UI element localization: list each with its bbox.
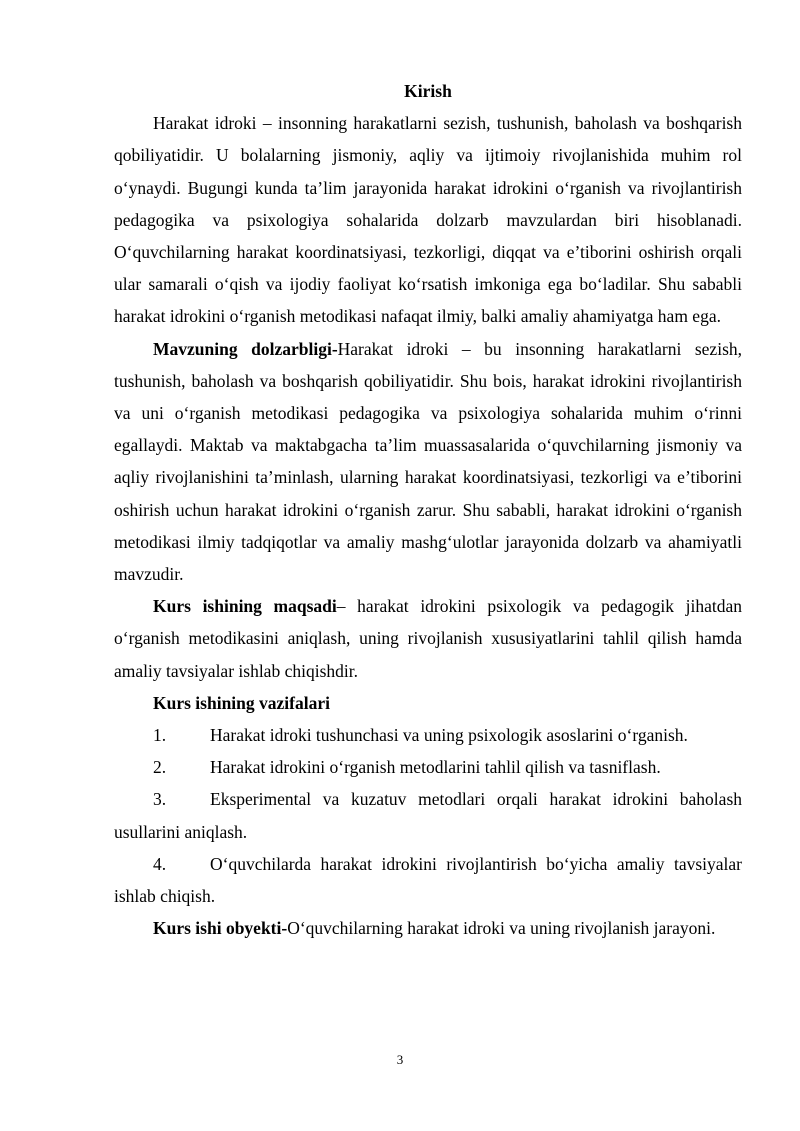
task-number: 4. xyxy=(153,853,167,874)
document-page xyxy=(114,75,742,944)
document-title: Kirish xyxy=(404,81,452,101)
task-text: Harakat idrokini o‘rganish metodlarini tahlil qilish va tasniflash. xyxy=(210,757,661,778)
page-number: 3 xyxy=(396,1052,404,1067)
goal-lead: Kurs ishining maqsadi xyxy=(153,596,337,617)
relevance-text: Harakat idroki – bu insonning harakatlarni sezish, tushunish, baholash va boshqarish qobiliyatidir. Shu bois, harakat idrokini rivojlantirish va uni o‘rganish metodikasi pedagogika va psixologiya sohalarida muhim o‘rinni egallaydi. Maktab va maktabgacha ta’lim muassasalarida o‘quvchilarning jismoniy va aqliy rivojlanishini ta’minlash, ularning harakat koordinatsiyasi, tezkorligi va e’tiborini oshirish uchun harakat idrokini o‘rganish zarur. Shu sababli, harakat idrokini o‘rganish metodikasi ilmiy tadqiqotlar va amaliy mashg‘ulotlar jarayonida dolzarb va ahamiyatli mavzudir. xyxy=(114,338,742,585)
task-number: 1. xyxy=(153,725,167,746)
task-item-4 xyxy=(114,848,742,912)
relevance-lead: Mavzuning dolzarbligi- xyxy=(153,338,338,359)
object-paragraph xyxy=(114,912,742,944)
task-text: O‘quvchilarda harakat idrokini rivojlantirish bo‘yicha amaliy tavsiyalar ishlab chiqish. xyxy=(114,853,742,907)
task-text: Eksperimental va kuzatuv metodlari orqali harakat idrokini baholash usullarini aniqlash. xyxy=(114,789,742,842)
task-item-2 xyxy=(114,751,742,783)
goal-paragraph xyxy=(114,590,742,687)
object-lead: Kurs ishi obyekti- xyxy=(153,918,288,939)
task-text: Harakat idroki tushunchasi va uning psixologik asoslarini o‘rganish. xyxy=(210,725,688,746)
intro-paragraph: Harakat idroki – insonning harakatlarni sezish, tushunish, baholash va boshqarish qobiliyatidir. U bolalarning jismoniy, aqliy va ijtimoiy rivojlanishida muhim rol o‘ynaydi. Bugungi kunda ta’lim jarayonida harakat idrokini o‘rganish va rivojlantirish pedagogika va psixologiya sohalarida dolzarb mavzulardan biri hisoblanadi. O‘quvchilarning harakat koordinatsiyasi, tezkorligi, diqqat va e’tiborini oshirish orqali ular samarali o‘qish va ijodiy faoliyat ko‘rsatish imkoniga ega bo‘ladilar. Shu sababli harakat idrokini o‘rganish metodikasi nafaqat ilmiy, balki amaliy ahamiyatga ham ega. xyxy=(114,113,742,327)
task-number: 3. xyxy=(153,789,167,810)
relevance-paragraph xyxy=(114,333,742,591)
goal-text: – harakat idrokini psixologik va pedagogik jihatdan o‘rganish metodikasini aniqlash, uning rivojlanish xususiyatlarini tahlil qilish hamda amaliy tavsiyalar ishlab chiqishdir. xyxy=(114,596,742,681)
object-text: O‘quvchilarning harakat idroki va uning rivojlanish jarayoni. xyxy=(287,918,716,939)
task-number: 2. xyxy=(153,757,167,778)
tasks-heading: Kurs ishining vazifalari xyxy=(153,692,330,713)
task-item-1 xyxy=(114,719,742,751)
task-item-3 xyxy=(114,783,742,847)
